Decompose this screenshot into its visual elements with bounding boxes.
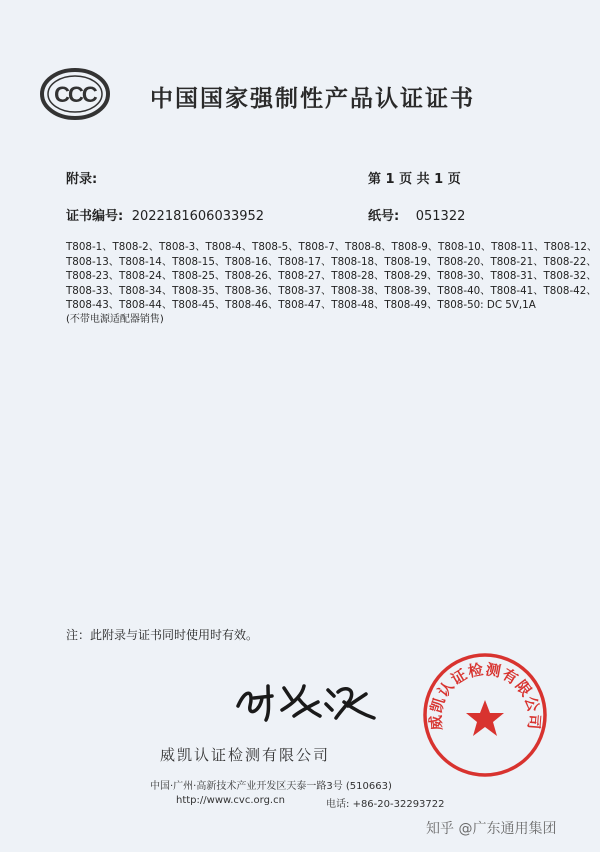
model-line: T808-1、T808-2、T808-3、T808-4、T808-5、T808-7、T808-8、T808-9、T808-10、T808-11、T808-12、 bbox=[66, 241, 598, 253]
model-line: T808-23、T808-24、T808-25、T808-26、T808-27、T808-28、T808-29、T808-30、T808-31、T808-32、 bbox=[66, 270, 597, 283]
model-line: T808-43、T808-44、T808-45、T808-46、T808-47、T808-48、T808-49、T808-50: DC 5V,1A bbox=[66, 299, 536, 312]
issuer-url: http://www.cvc.org.cn bbox=[176, 795, 285, 806]
appendix-label: 附录: bbox=[66, 172, 98, 187]
paper-number bbox=[368, 205, 465, 224]
issuer-phone bbox=[326, 795, 445, 810]
watermark: 知乎 @广东通用集团 bbox=[426, 821, 557, 837]
certificate-number bbox=[66, 205, 264, 224]
official-stamp-icon bbox=[420, 650, 550, 780]
certificate-number-value: 2022181606033952 bbox=[131, 209, 265, 224]
page-indicator: 第 1 页 共 1 页 bbox=[368, 172, 461, 187]
certificate-number-label: 证书编号: bbox=[66, 209, 124, 224]
paper-number-value: 051322 bbox=[415, 209, 466, 224]
page-title: 中国国家强制性产品认证证书 bbox=[150, 86, 475, 112]
paper-number-label: 纸号: bbox=[368, 209, 400, 224]
model-line: T808-13、T808-14、T808-15、T808-16、T808-17、T808-18、T808-19、T808-20、T808-21、T808-22、 bbox=[66, 255, 597, 268]
model-list bbox=[66, 240, 598, 328]
ccc-logo-icon bbox=[40, 68, 110, 120]
svg-text:威凯认证检测有限公司: 威凯认证检测有限公司 bbox=[426, 660, 544, 731]
logo-text: CCC bbox=[54, 82, 96, 107]
model-line: T808-33、T808-34、T808-35、T808-36、T808-37、T808-38、T808-39、T808-40、T808-41、T808-42、 bbox=[66, 284, 597, 297]
model-note: (不带电源适配器销售) bbox=[66, 313, 164, 325]
phone-label: 电话: bbox=[326, 799, 350, 810]
issuer-company-name: 威凯认证检测有限公司 bbox=[160, 746, 331, 764]
signature-icon bbox=[232, 676, 382, 724]
issuer-address: 中国·广州·高新技术产业开发区天泰一路3号 (510663) bbox=[150, 781, 392, 792]
phone-value: +86-20-32293722 bbox=[352, 799, 445, 810]
footnote: 注：此附录与证书同时使用时有效。 bbox=[66, 628, 259, 642]
